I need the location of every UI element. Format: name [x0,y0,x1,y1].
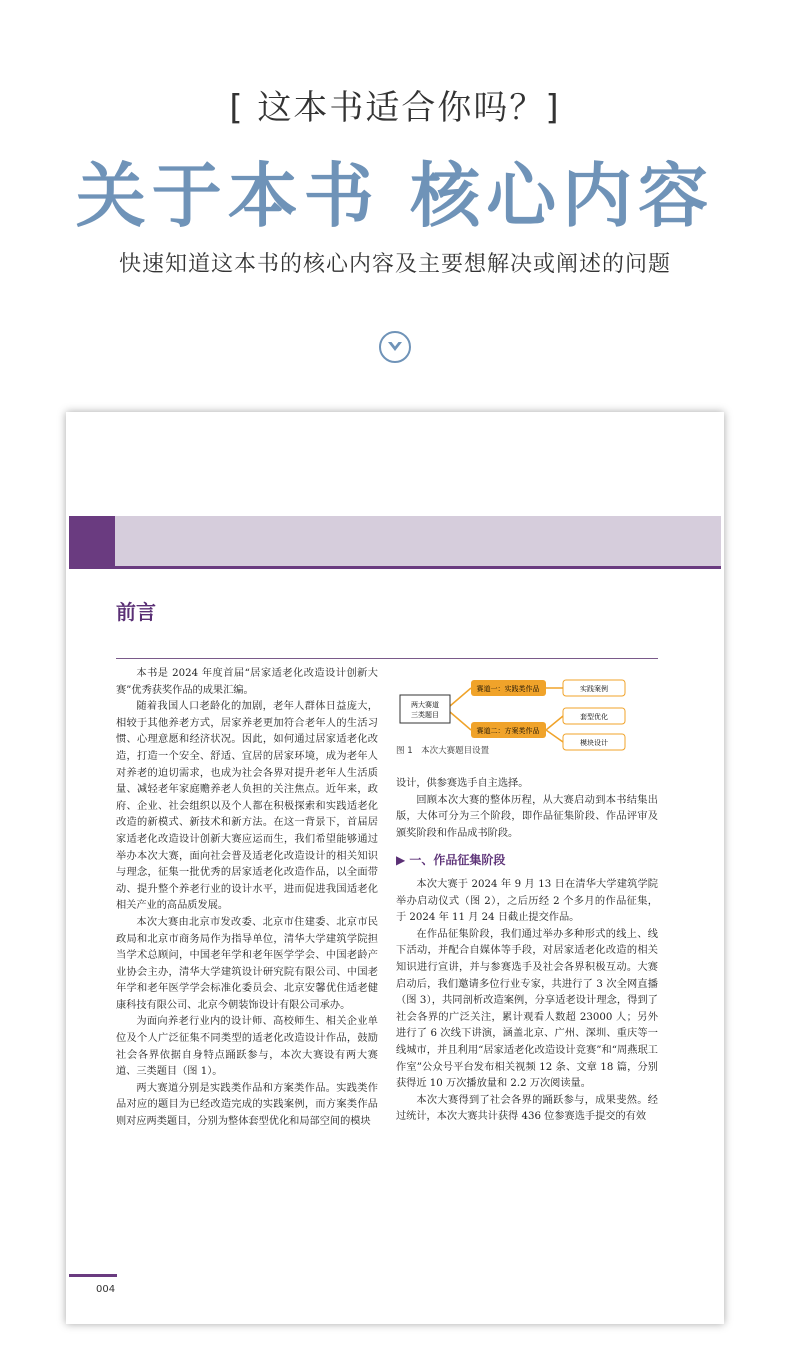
paragraph: 两大赛道分别是实践类作品和方案类作品。实践类作品对应的题目为已经改造完成的实践案例，而方案类作品则对应两类题目，分别为整体套型优化和局部空间的模块 [116,1082,378,1128]
column-right [396,776,658,1126]
paragraph: 本书是 2024 年度首届“居家适老化改造设计创新大赛”优秀获奖作品的成果汇编。 [116,668,378,696]
header-question: [ 这本书适合你吗？] [229,88,561,128]
header-band-accent [69,516,115,566]
figure-leaf1-label: 实践案例 [580,685,608,693]
page-number: 004 [96,1284,116,1295]
chevron-down-icon[interactable] [379,331,411,363]
figure-root-label: 两大赛道 [411,701,439,709]
paragraph: 本次大赛由北京市发改委、北京市住建委、北京市民政局和北京市商务局作为指导单位，清华大学建筑学院担当学术总顾问，中国老年学和老年医学学会、中国老龄产业协会主办，清华大学建筑设计研究院有限公司、中国老年学和老年医学学会标准化委员会、北京安馨优住适老健康科技有限公司、北京今朝装饰设计有限公司承办。 [116,916,378,1011]
figure-leaf2-label: 套型优化 [580,713,608,721]
paragraph: 设计，供参赛选手自主选择。 [396,778,529,789]
paragraph: 随着我国人口老龄化的加剧，老年人群体日益庞大，相较于其他养老方式，居家养老更加符合老年人的生活习惯、心理意愿和经济状况。因此，如何通过居家适老化改造，打造一个安全、舒适、宜居的居家环境，成为老年人对养老的迫切需求，也成为社会各界对提升老年人生活质量、减轻老年家庭赡养老人负担的关注焦点。近年来，政府、企业、社会组织以及个人都在积极探索和实践适老化改造的新模式、新技术和新方法。在这一背景下，首届居家适老化改造设计创新大赛应运而生，我们希望能够通过举办本次大赛，面向社会普及适老化改造设计的相关知识与理念，征集一批优秀的居家适老化改造作品，以全面带动、提升整个养老行业的设计水平，进而促进我国适老化相关产业的高品质发展。 [116,701,378,912]
section-heading: ▶ 一、作品征集阶段 [396,853,506,868]
title-divider [116,658,658,659]
page-title: 前言 [116,600,156,624]
chevron-down-glyph [386,339,404,355]
column-left [116,666,378,1131]
figure-track2-label: 赛道二：方案类作品 [476,727,540,735]
figure-caption: 图 1 本次大赛题目设置 [396,746,490,756]
footer-accent [69,1274,117,1277]
paragraph: 回顾本次大赛的整体历程，从大赛启动到本书结集出版，大体可分为三个阶段，即作品征集阶段、作品评审及颁奖阶段和作品成书阶段。 [396,794,658,839]
header-subtitle: 快速知道这本书的核心内容及主要想解决或阐述的问题 [118,252,671,277]
header-band-line [69,566,721,569]
paragraph: 本次大赛得到了社会各界的踊跃参与，成果斐然。经过统计，本次大赛共计获得 436 位参赛选手提交的有效 [396,1094,658,1123]
header-title: 关于本书 核心内容 [75,154,715,237]
paragraph: 在作品征集阶段，我们通过举办多种形式的线上、线下活动，并配合自媒体等手段，对居家适老化改造的相关知识进行宣讲，并与参赛选手及社会各界积极互动。大赛启动后，我们邀请多位行业专家，共进行了 3 次全网直播（图 3），共同剖析改造案例，分享适老设计理念，得到了社会各界的广泛关注，累计观看人数超 23000 人；另外进行了 6 次线下讲演，涵盖北京、广州、深圳、重庆等一线城市，并且利用“居家适老化改造设计竞赛”和“周燕珉工作室”公众号平台发布相关视频 12 条、文章 18 篇，分别获得近 10 万次播放量和 2.2 万次阅读量。 [396,928,658,1090]
book-page [66,412,724,1324]
figure-track1-label: 赛道一：实践类作品 [476,685,540,693]
header-band [69,516,721,566]
figure-leaf3-label: 模块设计 [580,739,608,747]
paragraph: 本次大赛于 2024 年 9 月 13 日在清华大学建筑学院举办启动仪式（图 2），之后历经 2 个多月的作品征集，于 2024 年 11 月 24 日截止提交作品。 [396,878,658,924]
figure-root-label-2: 三类题目 [411,711,439,719]
paragraph: 为面向养老行业内的设计师、高校师生、相关企业单位及个人广泛征集不同类型的适老化改造设计作品，鼓励社会各界依据自身特点踊跃参与，本次大赛设有两大赛道、三类题目（图 1）。 [116,1016,378,1078]
